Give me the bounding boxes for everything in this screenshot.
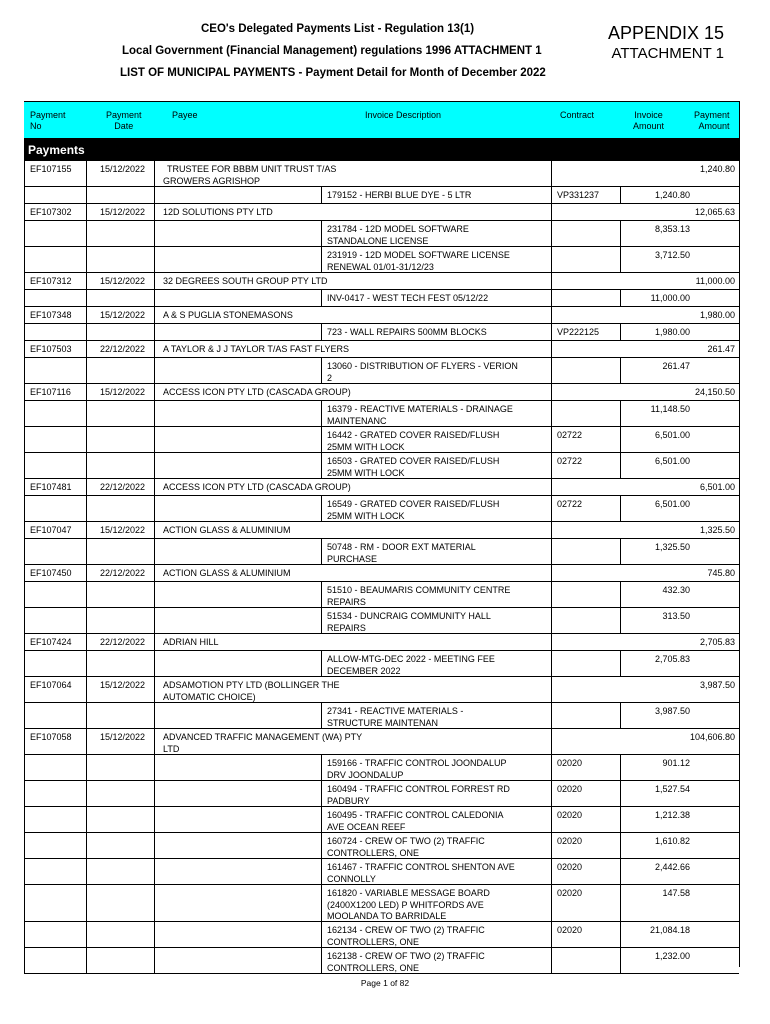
invoice-row [24,948,739,974]
invoice-row [24,401,739,427]
payment-amount: 3,987.50 [699,680,735,690]
payment-row [24,341,739,358]
invoice-description: 162134 - CREW OF TWO (2) TRAFFIC CONTROLLERS, ONE [327,925,485,947]
col-payment-date: Payment Date [106,110,142,131]
invoice-row [24,608,739,634]
payment-amount: 1,325.50 [699,525,735,535]
col-contract: Contract [560,110,595,120]
invoice-amount: 11,148.50 [650,404,690,414]
invoice-row [24,755,739,781]
payment-number: EF107155 [30,164,72,174]
invoice-row [24,922,739,948]
invoice-row [24,781,739,807]
invoice-row [24,539,739,565]
invoice-amount: 2,705.83 [654,654,690,664]
invoice-amount: 3,987.50 [654,706,690,716]
invoice-row [24,187,739,204]
payment-amount: 1,240.80 [699,164,735,174]
invoice-description: 161467 - TRAFFIC CONTROL SHENTON AVE CONNOLLY [327,862,515,884]
report-heading: LIST OF MUNICIPAL PAYMENTS - Payment Detail for Month of December 2022 [120,67,546,79]
invoice-description: 160494 - TRAFFIC CONTROL FORREST RD PADBURY [327,784,510,806]
payment-row [24,204,739,221]
invoice-amount: 21,084.18 [649,925,690,935]
invoice-amount: 1,240.80 [654,190,690,200]
invoice-amount: 3,712.50 [654,250,690,260]
invoice-row [24,324,739,341]
payment-date: 15/12/2022 [100,387,146,397]
invoice-description: 179152 - HERBI BLUE DYE - 5 LTR [327,190,472,200]
contract-number: 02020 [557,784,583,794]
contract-number: 02722 [557,499,583,509]
invoice-amount: 1,610.82 [654,836,690,846]
invoice-amount: 432.30 [662,585,690,595]
invoice-description: 51510 - BEAUMARIS COMMUNITY CENTRE REPAIRS [327,585,511,607]
payment-row [24,565,739,582]
payee-name: 32 DEGREES SOUTH GROUP PTY LTD [163,276,328,286]
invoice-amount: 1,980.00 [654,327,690,337]
invoice-description: 13060 - DISTRIBUTION OF FLYERS - VERION 2 [327,361,518,383]
payment-amount: 1,980.00 [699,310,735,320]
payment-amount: 6,501.00 [699,482,735,492]
payment-amount: 24,150.50 [694,387,735,397]
payment-number: EF107047 [30,525,72,535]
payment-date: 22/12/2022 [100,637,146,647]
payee-name: A & S PUGLIA STONEMASONS [163,310,293,320]
invoice-row [24,651,739,677]
payment-number: EF107503 [30,344,72,354]
invoice-row [24,427,739,453]
invoice-row [24,221,739,247]
invoice-amount: 901.12 [662,758,690,768]
payment-number: EF107450 [30,568,72,578]
payment-number: EF107312 [30,276,72,286]
payment-row [24,729,739,755]
payee-name: ADVANCED TRAFFIC MANAGEMENT (WA) PTY LTD [163,732,363,754]
invoice-row [24,496,739,522]
payment-date: 22/12/2022 [100,568,146,578]
contract-number: 02020 [557,888,583,898]
payee-name: A TAYLOR & J J TAYLOR T/AS FAST FLYERS [163,344,350,354]
payment-date: 15/12/2022 [100,164,146,174]
invoice-description: 160724 - CREW OF TWO (2) TRAFFIC CONTROLLERS, ONE [327,836,485,858]
payment-date: 15/12/2022 [100,732,146,742]
col-payment-amount: Payment Amount [694,110,730,131]
col-invoice-amount: Invoice Amount [633,110,665,131]
invoice-description: 161820 - VARIABLE MESSAGE BOARD (2400X1200 LED) P WHITFORDS AVE MOOLANDA TO BARRIDALE [327,888,490,921]
invoice-amount: 313.50 [662,611,690,621]
invoice-description: 162138 - CREW OF TWO (2) TRAFFIC CONTROLLERS, ONE [327,951,485,973]
table-body [24,161,739,974]
payee-name: ACTION GLASS & ALUMINIUM [163,568,291,578]
invoice-row [24,885,739,922]
invoice-row [24,582,739,608]
invoice-description: 160495 - TRAFFIC CONTROL CALEDONIA AVE OCEAN REEF [327,810,504,832]
payment-amount: 11,000.00 [695,276,735,286]
payment-row [24,479,739,496]
contract-number: 02020 [557,758,583,768]
payee-name: ACCESS ICON PTY LTD (CASCADA GROUP) [163,482,351,492]
invoice-description: 16503 - GRATED COVER RAISED/FLUSH 25MM WITH LOCK [327,456,500,478]
payment-date: 22/12/2022 [100,344,146,354]
appendix-label: APPENDIX 15 [607,23,724,43]
payment-amount: 745.80 [707,568,735,578]
contract-number: 02020 [557,836,583,846]
payment-number: EF107116 [30,387,71,397]
invoice-amount: 1,212.38 [654,810,690,820]
invoice-amount: 6,501.00 [654,430,690,440]
payment-number: EF107302 [30,207,72,217]
payment-row [24,384,739,401]
payee-name: TRUSTEE FOR BBBM UNIT TRUST T/AS GROWERS AGRISHOP [163,164,337,186]
payment-row [24,634,739,651]
col-payee: Payee [172,110,198,120]
page-number: Page 1 of 82 [360,978,410,988]
invoice-row [24,703,739,729]
payment-date: 15/12/2022 [100,276,146,286]
invoice-amount: 1,232.00 [654,951,690,961]
invoice-amount: 1,527.54 [654,784,690,794]
payee-name: ADRIAN HILL [163,637,219,647]
payee-name: 12D SOLUTIONS PTY LTD [163,207,273,217]
payment-amount: 2,705.83 [699,637,735,647]
payment-date: 15/12/2022 [100,680,146,690]
payment-row [24,522,739,539]
payee-name: ACTION GLASS & ALUMINIUM [163,525,291,535]
invoice-description: 723 - WALL REPAIRS 500MM BLOCKS [327,327,487,337]
contract-number: 02722 [557,456,583,466]
contract-number: 02722 [557,430,583,440]
invoice-description: 16442 - GRATED COVER RAISED/FLUSH 25MM WITH LOCK [327,430,500,452]
payment-number: EF107481 [30,482,72,492]
payee-name: ADSAMOTION PTY LTD (BOLLINGER THE AUTOMATIC CHOICE) [163,680,340,702]
payment-number: EF107064 [30,680,72,690]
contract-number: 02020 [557,862,583,872]
contract-number: 02020 [557,925,583,935]
contract-number: VP331237 [557,190,600,200]
invoice-row [24,247,739,273]
invoice-row [24,290,739,307]
payment-date: 22/12/2022 [100,482,146,492]
col-invoice-description: Invoice Description [365,110,442,120]
invoice-description: ALLOW-MTG-DEC 2022 - MEETING FEE DECEMBER 2022 [327,654,495,676]
payment-row [24,307,739,324]
report-subtitle: Local Government (Financial Management) regulations 1996 ATTACHMENT 1 [122,45,542,57]
invoice-description: 231919 - 12D MODEL SOFTWARE LICENSE RENEWAL 01/01-31/12/23 [327,250,510,272]
payments-table [24,101,740,973]
invoice-row [24,859,739,885]
invoice-description: 16549 - GRATED COVER RAISED/FLUSH 25MM WITH LOCK [327,499,500,521]
payment-number: EF107058 [30,732,72,742]
invoice-row [24,833,739,859]
invoice-amount: 6,501.00 [654,499,690,509]
payment-row [24,677,739,703]
col-payment-no: Payment No [30,110,66,131]
payment-date: 15/12/2022 [100,310,146,320]
invoice-row [24,453,739,479]
invoice-description: 51534 - DUNCRAIG COMMUNITY HALL REPAIRS [327,611,491,633]
payment-number: EF107424 [30,637,72,647]
invoice-amount: 6,501.00 [654,456,690,466]
payee-name: ACCESS ICON PTY LTD (CASCADA GROUP) [163,387,351,397]
invoice-amount: 261.47 [662,361,690,371]
table-header [24,101,739,139]
invoice-description: 50748 - RM - DOOR EXT MATERIAL PURCHASE [327,542,476,564]
invoice-amount: 2,442.66 [654,862,690,872]
payment-row [24,273,739,290]
payment-number: EF107348 [30,310,72,320]
invoice-row [24,807,739,833]
payment-date: 15/12/2022 [100,525,146,535]
contract-number: 02020 [557,810,583,820]
contract-number: VP222125 [557,327,600,337]
section-payments: Payments [24,139,739,161]
invoice-amount: 11,000.00 [650,293,690,303]
report-title: CEO's Delegated Payments List - Regulation 13(1) [201,23,475,35]
payment-amount: 12,065.63 [694,207,735,217]
payment-row [24,161,739,187]
invoice-description: 27341 - REACTIVE MATERIALS - STRUCTURE MAINTENAN [327,706,464,728]
invoice-row [24,358,739,384]
invoice-amount: 1,325.50 [654,542,690,552]
payment-date: 15/12/2022 [100,207,146,217]
invoice-description: INV-0417 - WEST TECH FEST 05/12/22 [327,293,489,303]
invoice-amount: 147.58 [662,888,690,898]
payment-amount: 104,606.80 [689,732,735,742]
attachment-label: ATTACHMENT 1 [611,45,724,62]
invoice-description: 231784 - 12D MODEL SOFTWARE STANDALONE LICENSE [327,224,469,246]
invoice-description: 159166 - TRAFFIC CONTROL JOONDALUP DRV JOONDALUP [327,758,507,780]
payment-amount: 261.47 [707,344,735,354]
invoice-description: 16379 - REACTIVE MATERIALS - DRAINAGE MAINTENANC [327,404,513,426]
invoice-amount: 8,353.13 [654,224,690,234]
